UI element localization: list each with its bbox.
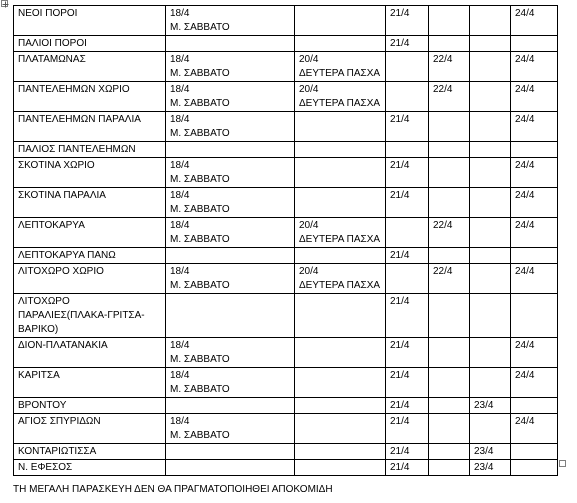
next-saturday-cell (511, 36, 558, 52)
monday-cell (295, 338, 386, 368)
wednesday-cell (386, 264, 429, 294)
thursday-cell: 22/4 (429, 82, 470, 112)
wednesday-cell: 21/4 (386, 36, 429, 52)
thursday-cell (429, 36, 470, 52)
friday-cell (470, 142, 511, 158)
area-cell: ΒΡΟΝΤΟΥ (14, 398, 166, 414)
friday-cell: 23/4 (470, 398, 511, 414)
area-cell: ΚΟΝΤΑΡΙΩΤΙΣΣΑ (14, 444, 166, 460)
table-row (14, 460, 558, 476)
next-saturday-cell: 24/4 (511, 218, 558, 248)
monday-cell: 20/4 ΔΕΥΤΕΡΑ ΠΑΣΧΑ (295, 264, 386, 294)
wednesday-cell: 21/4 (386, 248, 429, 264)
next-saturday-cell: 24/4 (511, 158, 558, 188)
table-row (14, 6, 558, 36)
saturday-cell: 18/4 Μ. ΣΑΒΒΑΤΟ (166, 218, 295, 248)
table-row (14, 398, 558, 414)
area-cell: ΔΙΟΝ-ΠΛΑΤΑΝΑΚΙΑ (14, 338, 166, 368)
next-saturday-cell: 24/4 (511, 264, 558, 294)
saturday-cell (166, 398, 295, 414)
friday-cell (470, 218, 511, 248)
table-row (14, 112, 558, 142)
friday-cell (470, 368, 511, 398)
next-saturday-cell (511, 460, 558, 476)
table-row (14, 82, 558, 112)
thursday-cell (429, 158, 470, 188)
table-row (14, 158, 558, 188)
monday-cell (295, 112, 386, 142)
next-saturday-cell (511, 294, 558, 338)
saturday-cell: 18/4 Μ. ΣΑΒΒΑΤΟ (166, 188, 295, 218)
saturday-cell: 18/4 Μ. ΣΑΒΒΑΤΟ (166, 368, 295, 398)
thursday-cell: 22/4 (429, 218, 470, 248)
thursday-cell (429, 414, 470, 444)
friday-cell: 23/4 (470, 460, 511, 476)
friday-cell (470, 6, 511, 36)
next-saturday-cell (511, 248, 558, 264)
wednesday-cell: 21/4 (386, 112, 429, 142)
next-saturday-cell: 24/4 (511, 82, 558, 112)
saturday-cell: 18/4 Μ. ΣΑΒΒΑΤΟ (166, 338, 295, 368)
monday-cell (295, 368, 386, 398)
wednesday-cell: 21/4 (386, 158, 429, 188)
table-row (14, 264, 558, 294)
thursday-cell (429, 112, 470, 142)
wednesday-cell: 21/4 (386, 338, 429, 368)
thursday-cell (429, 6, 470, 36)
saturday-cell: 18/4 Μ. ΣΑΒΒΑΤΟ (166, 158, 295, 188)
thursday-cell (429, 338, 470, 368)
friday-cell (470, 248, 511, 264)
wednesday-cell: 21/4 (386, 294, 429, 338)
saturday-cell (166, 294, 295, 338)
saturday-cell: 18/4 Μ. ΣΑΒΒΑΤΟ (166, 82, 295, 112)
wednesday-cell: 21/4 (386, 188, 429, 218)
area-cell: ΣΚΟΤΙΝΑ ΠΑΡΑΛΙΑ (14, 188, 166, 218)
table-row (14, 188, 558, 218)
saturday-cell (166, 444, 295, 460)
saturday-cell: 18/4 Μ. ΣΑΒΒΑΤΟ (166, 264, 295, 294)
friday-cell: 23/4 (470, 444, 511, 460)
area-cell: ΛΕΠΤΟΚΑΡΥΑ ΠΑΝΩ (14, 248, 166, 264)
next-saturday-cell (511, 142, 558, 158)
next-saturday-cell: 24/4 (511, 338, 558, 368)
thursday-cell: 22/4 (429, 52, 470, 82)
monday-cell (295, 294, 386, 338)
monday-cell: 20/4 ΔΕΥΤΕΡΑ ΠΑΣΧΑ (295, 52, 386, 82)
table-row (14, 52, 558, 82)
area-cell: Ν. ΕΦΕΣΟΣ (14, 460, 166, 476)
footer-note: ΤΗ ΜΕΓΑΛΗ ΠΑΡΑΣΚΕΥΗ ΔΕΝ ΘΑ ΠΡΑΓΜΑΤΟΠΟΙΗΘΕΙ ΑΠΟΚΟΜΙΔΗ (13, 484, 333, 495)
thursday-cell: 22/4 (429, 264, 470, 294)
monday-cell (295, 414, 386, 444)
thursday-cell (429, 188, 470, 218)
friday-cell (470, 188, 511, 218)
table-row (14, 368, 558, 398)
next-saturday-cell: 24/4 (511, 368, 558, 398)
monday-cell: 20/4 ΔΕΥΤΕΡΑ ΠΑΣΧΑ (295, 82, 386, 112)
thursday-cell (429, 460, 470, 476)
next-saturday-cell: 24/4 (511, 52, 558, 82)
area-cell: ΝΕΟΙ ΠΟΡΟΙ (14, 6, 166, 36)
friday-cell (470, 338, 511, 368)
friday-cell (470, 294, 511, 338)
monday-cell (295, 36, 386, 52)
thursday-cell (429, 294, 470, 338)
wednesday-cell: 21/4 (386, 444, 429, 460)
area-cell: ΚΑΡΙΤΣΑ (14, 368, 166, 398)
area-cell: ΑΓΙΟΣ ΣΠΥΡΙΔΩΝ (14, 414, 166, 444)
monday-cell (295, 248, 386, 264)
friday-cell (470, 52, 511, 82)
saturday-cell (166, 142, 295, 158)
saturday-cell: 18/4 Μ. ΣΑΒΒΑΤΟ (166, 414, 295, 444)
area-cell: ΠΛΑΤΑΜΩΝΑΣ (14, 52, 166, 82)
collection-schedule-table (13, 5, 558, 476)
saturday-cell (166, 36, 295, 52)
area-cell: ΠΑΛΙΟΙ ΠΟΡΟΙ (14, 36, 166, 52)
friday-cell (470, 158, 511, 188)
monday-cell (295, 158, 386, 188)
friday-cell (470, 264, 511, 294)
thursday-cell (429, 142, 470, 158)
thursday-cell (429, 368, 470, 398)
wednesday-cell: 21/4 (386, 460, 429, 476)
wednesday-cell: 21/4 (386, 398, 429, 414)
wednesday-cell: 21/4 (386, 414, 429, 444)
wednesday-cell (386, 52, 429, 82)
next-saturday-cell: 24/4 (511, 112, 558, 142)
monday-cell (295, 188, 386, 218)
friday-cell (470, 82, 511, 112)
saturday-cell: 18/4 Μ. ΣΑΒΒΑΤΟ (166, 6, 295, 36)
saturday-cell (166, 460, 295, 476)
area-cell: ΠΑΝΤΕΛΕΗΜΩΝ ΧΩΡΙΟ (14, 82, 166, 112)
table-resize-icon[interactable] (559, 460, 566, 467)
table-move-icon[interactable] (1, 0, 8, 7)
table-row (14, 142, 558, 158)
monday-cell (295, 460, 386, 476)
next-saturday-cell: 24/4 (511, 188, 558, 218)
saturday-cell: 18/4 Μ. ΣΑΒΒΑΤΟ (166, 52, 295, 82)
saturday-cell (166, 248, 295, 264)
table-row (14, 414, 558, 444)
next-saturday-cell: 24/4 (511, 6, 558, 36)
friday-cell (470, 112, 511, 142)
thursday-cell (429, 248, 470, 264)
next-saturday-cell (511, 444, 558, 460)
monday-cell (295, 142, 386, 158)
wednesday-cell: 21/4 (386, 368, 429, 398)
area-cell: ΠΑΝΤΕΛΕΗΜΩΝ ΠΑΡΑΛΙΑ (14, 112, 166, 142)
area-cell: ΛΙΤΟΧΩΡΟ ΠΑΡΑΛΙΕΣ(ΠΛΑΚΑ-ΓΡΙΤΣΑ- ΒΑΡΙΚΟ) (14, 294, 166, 338)
table-row (14, 36, 558, 52)
wednesday-cell (386, 218, 429, 248)
wednesday-cell: 21/4 (386, 6, 429, 36)
monday-cell: 20/4 ΔΕΥΤΕΡΑ ΠΑΣΧΑ (295, 218, 386, 248)
wednesday-cell (386, 142, 429, 158)
schedule-table-body (14, 6, 558, 476)
monday-cell (295, 6, 386, 36)
saturday-cell: 18/4 Μ. ΣΑΒΒΑΤΟ (166, 112, 295, 142)
monday-cell (295, 398, 386, 414)
next-saturday-cell (511, 398, 558, 414)
table-row (14, 444, 558, 460)
friday-cell (470, 414, 511, 444)
area-cell: ΛΕΠΤΟΚΑΡΥΑ (14, 218, 166, 248)
monday-cell (295, 444, 386, 460)
table-row (14, 248, 558, 264)
friday-cell (470, 36, 511, 52)
next-saturday-cell: 24/4 (511, 414, 558, 444)
thursday-cell (429, 398, 470, 414)
area-cell: ΣΚΟΤΙΝΑ ΧΩΡΙΟ (14, 158, 166, 188)
table-row (14, 218, 558, 248)
wednesday-cell (386, 82, 429, 112)
area-cell: ΠΑΛΙΟΣ ΠΑΝΤΕΛΕΗΜΩΝ (14, 142, 166, 158)
area-cell: ΛΙΤΟΧΩΡΟ ΧΩΡΙΟ (14, 264, 166, 294)
table-row (14, 338, 558, 368)
thursday-cell (429, 444, 470, 460)
table-row (14, 294, 558, 338)
